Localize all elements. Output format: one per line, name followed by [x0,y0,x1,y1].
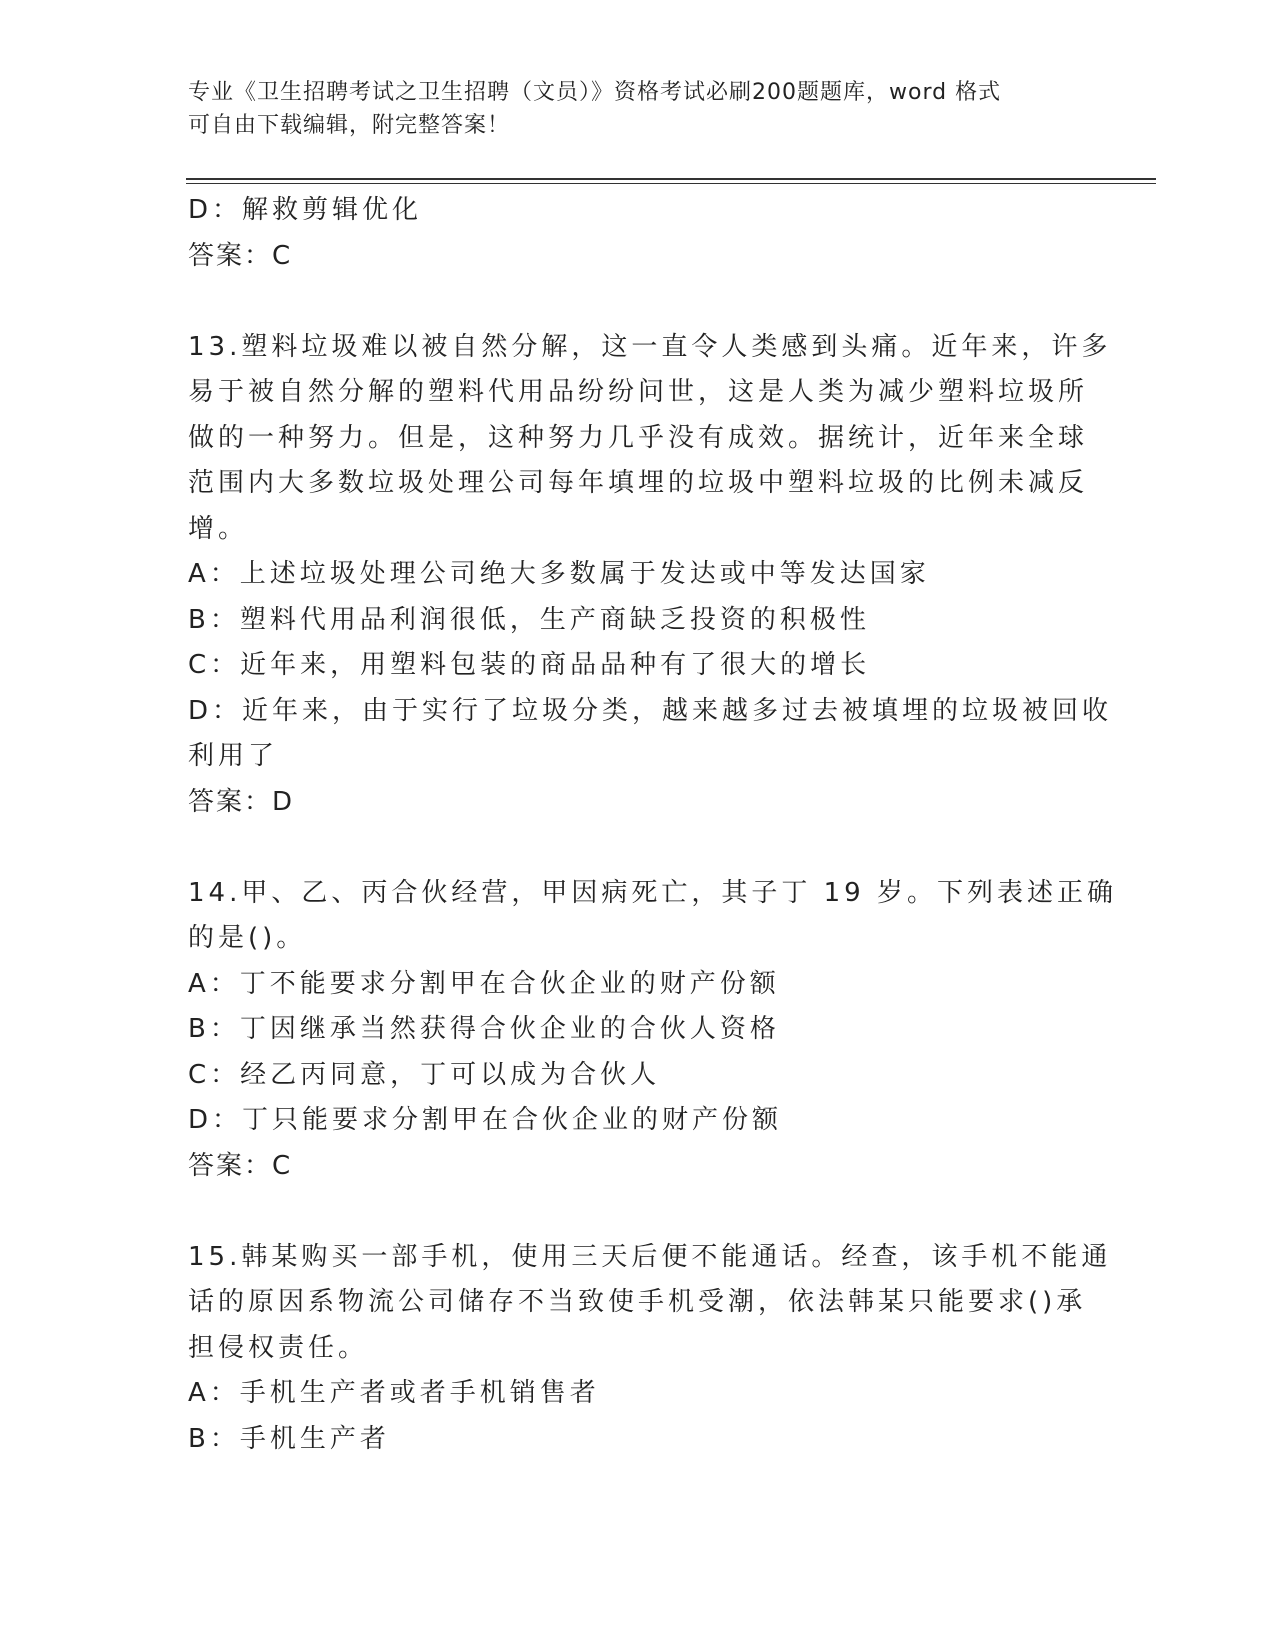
question-stem [188,1235,1112,1372]
document-body [188,188,1117,1462]
header-line-2: 可自由下载编辑，附完整答案！ [188,113,511,138]
header-line-1: 专业《卫生招聘考试之卫生招聘（文员）》资格考试必刷200题题库，word 格式 [188,80,1002,105]
option-d: D：解救剪辑优化 [188,195,423,225]
stem-line: 14.甲、乙、丙合伙经营，甲因病死亡，其子丁 19 岁。下列表述正确 [188,877,1117,908]
option-a: A：丁不能要求分割甲在合伙企业的财产份额 [188,968,780,999]
question-13 [188,325,1113,826]
page-header [188,76,1068,142]
question-stem [188,325,1112,553]
option-b: B：丁因继承当然获得合伙企业的合伙人资格 [188,1014,780,1044]
option-c: C：近年来，用塑料包装的商品品种有了很大的增长 [188,650,871,680]
spacer [188,825,1068,871]
question-stem [188,871,1117,962]
stem-line: 范围内大多数垃圾处理公司每年填埋的垃圾中塑料垃圾的比例未减反 [188,468,1089,498]
stem-line: 易于被自然分解的塑料代用品纷纷问世，这是人类为减少塑料垃圾所 [188,377,1089,407]
option-c: C：经乙丙同意，丁可以成为合伙人 [188,1059,661,1090]
header-divider-thick [186,178,1156,180]
question-14 [188,871,1117,1190]
option-d: D：丁只能要求分割甲在合伙企业的财产份额 [188,1105,783,1135]
stem-line: 增。 [188,513,249,544]
spacer [188,1189,1068,1235]
answer-line: 答案：C [188,1150,293,1181]
stem-line: 做的一种努力。但是，这种努力几乎没有成效。据统计，近年来全球 [188,422,1089,453]
option-d: D：近年来，由于实行了垃圾分类，越来越多过去被填埋的垃圾被回收 [188,695,1113,726]
option-b: B：手机生产者 [188,1423,390,1454]
stem-line: 13.塑料垃圾难以被自然分解，这一直令人类感到头痛。近年来，许多 [188,331,1112,362]
stem-line: 15.韩某购买一部手机，使用三天后便不能通话。经查，该手机不能通 [188,1241,1112,1272]
header-divider-thin [186,183,1156,184]
spacer [188,279,1068,325]
option-a: A：上述垃圾处理公司绝大多数属于发达或中等发达国家 [188,559,930,589]
stem-line: 的是()。 [188,923,307,953]
option-d-continued: 利用了 [188,741,279,771]
question-15 [188,1235,1112,1463]
answer-line: 答案：C [188,240,293,271]
stem-line: 担侵权责任。 [188,1332,369,1363]
option-b: B：塑料代用品利润很低，生产商缺乏投资的积极性 [188,604,870,635]
option-a: A：手机生产者或者手机销售者 [188,1378,600,1408]
previous-question-tail [188,188,1068,279]
answer-line: 答案：D [188,786,295,817]
stem-line: 话的原因系物流公司储存不当致使手机受潮，依法韩某只能要求()承 [188,1287,1087,1317]
